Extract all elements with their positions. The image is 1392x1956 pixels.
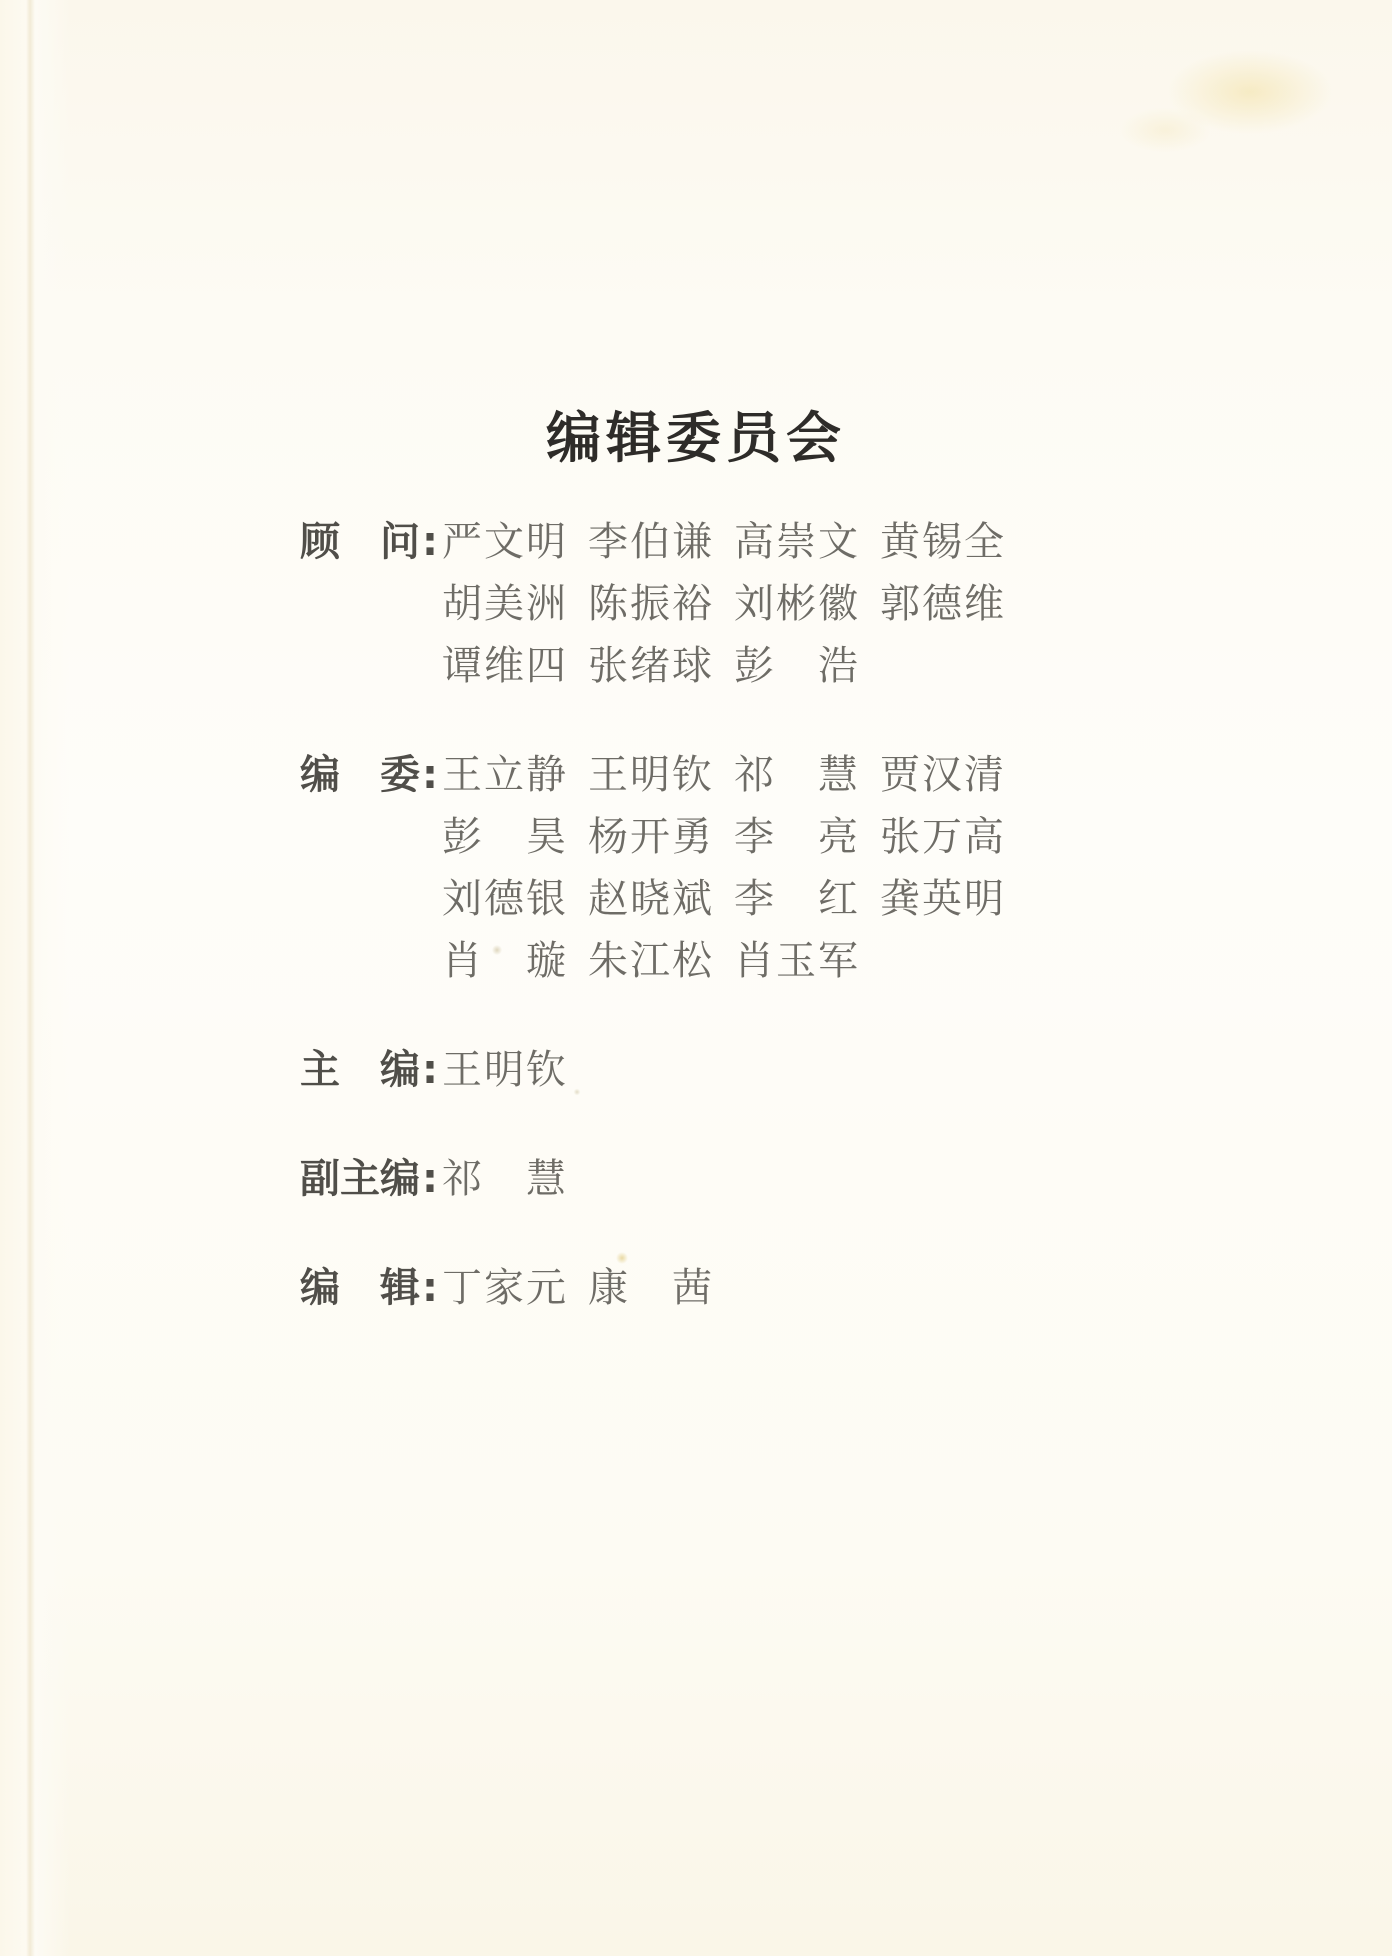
name-row — [442, 1148, 588, 1210]
name-rows — [442, 1039, 588, 1101]
role-colon: : — [422, 519, 438, 565]
committee-section-顾问 — [300, 511, 1260, 697]
role-label-char: 委 — [380, 752, 420, 798]
committee-section-编委 — [300, 744, 1260, 992]
member-name: 王明钦 — [588, 752, 714, 798]
role-label-char: 问 — [380, 519, 420, 565]
name-row — [442, 868, 1026, 930]
name-row — [442, 744, 1026, 806]
member-name: 赵晓斌 — [588, 876, 714, 922]
committee-section-副主编 — [300, 1148, 1260, 1210]
member-name: 贾汉清 — [880, 752, 1006, 798]
member-name: 彭 昊 — [442, 814, 568, 860]
role-label — [300, 511, 420, 573]
role-label-char: 副 — [300, 1156, 340, 1202]
name-row — [442, 806, 1026, 868]
role-label — [300, 1148, 420, 1210]
name-row — [442, 635, 1026, 697]
member-name: 朱江松 — [588, 938, 714, 984]
member-name: 李伯谦 — [588, 519, 714, 565]
role-label-char: 编 — [380, 1156, 420, 1202]
role-label-char: 主 — [300, 1047, 340, 1093]
member-name: 黄锡全 — [880, 519, 1006, 565]
member-name: 祁 慧 — [442, 1156, 568, 1202]
member-name: 彭 浩 — [734, 643, 860, 689]
member-name: 胡美洲 — [442, 581, 568, 627]
member-name: 张绪球 — [588, 643, 714, 689]
member-name: 严文明 — [442, 519, 568, 565]
member-name: 王明钦 — [442, 1047, 568, 1093]
member-name: 陈振裕 — [588, 581, 714, 627]
name-row — [442, 1039, 588, 1101]
member-name: 李 红 — [734, 876, 860, 922]
role-colon: : — [422, 1156, 438, 1202]
name-row — [442, 1257, 734, 1319]
name-row — [442, 930, 1026, 992]
role-label-char: 辑 — [380, 1265, 420, 1311]
committee-list — [300, 511, 1260, 1366]
member-name: 杨开勇 — [588, 814, 714, 860]
name-rows — [442, 511, 1026, 697]
page-title: 编辑委员会 — [545, 406, 846, 470]
member-name: 王立静 — [442, 752, 568, 798]
member-name: 谭维四 — [442, 643, 568, 689]
role-label-char: 编 — [300, 752, 340, 798]
member-name: 李 亮 — [734, 814, 860, 860]
member-name: 康 茜 — [588, 1265, 714, 1311]
name-row — [442, 511, 1026, 573]
committee-section-主编 — [300, 1039, 1260, 1101]
member-name: 祁 慧 — [734, 752, 860, 798]
role-colon: : — [422, 752, 438, 798]
role-label — [300, 1257, 420, 1319]
member-name: 高崇文 — [734, 519, 860, 565]
member-name: 张万高 — [880, 814, 1006, 860]
role-label — [300, 744, 420, 806]
role-label-char: 编 — [300, 1265, 340, 1311]
role-colon: : — [422, 1265, 438, 1311]
role-colon: : — [422, 1047, 438, 1093]
member-name: 郭德维 — [880, 581, 1006, 627]
role-label-char: 主 — [340, 1156, 380, 1202]
name-rows — [442, 1148, 588, 1210]
name-row — [442, 573, 1026, 635]
member-name: 丁家元 — [442, 1265, 568, 1311]
member-name: 刘彬徽 — [734, 581, 860, 627]
role-label — [300, 1039, 420, 1101]
role-label-char: 编 — [380, 1047, 420, 1093]
name-rows — [442, 1257, 734, 1319]
member-name: 肖 璇 — [442, 938, 568, 984]
name-rows — [442, 744, 1026, 992]
member-name: 龚英明 — [880, 876, 1006, 922]
committee-section-编辑 — [300, 1257, 1260, 1319]
role-label-char: 顾 — [300, 519, 340, 565]
member-name: 肖玉军 — [734, 938, 860, 984]
member-name: 刘德银 — [442, 876, 568, 922]
